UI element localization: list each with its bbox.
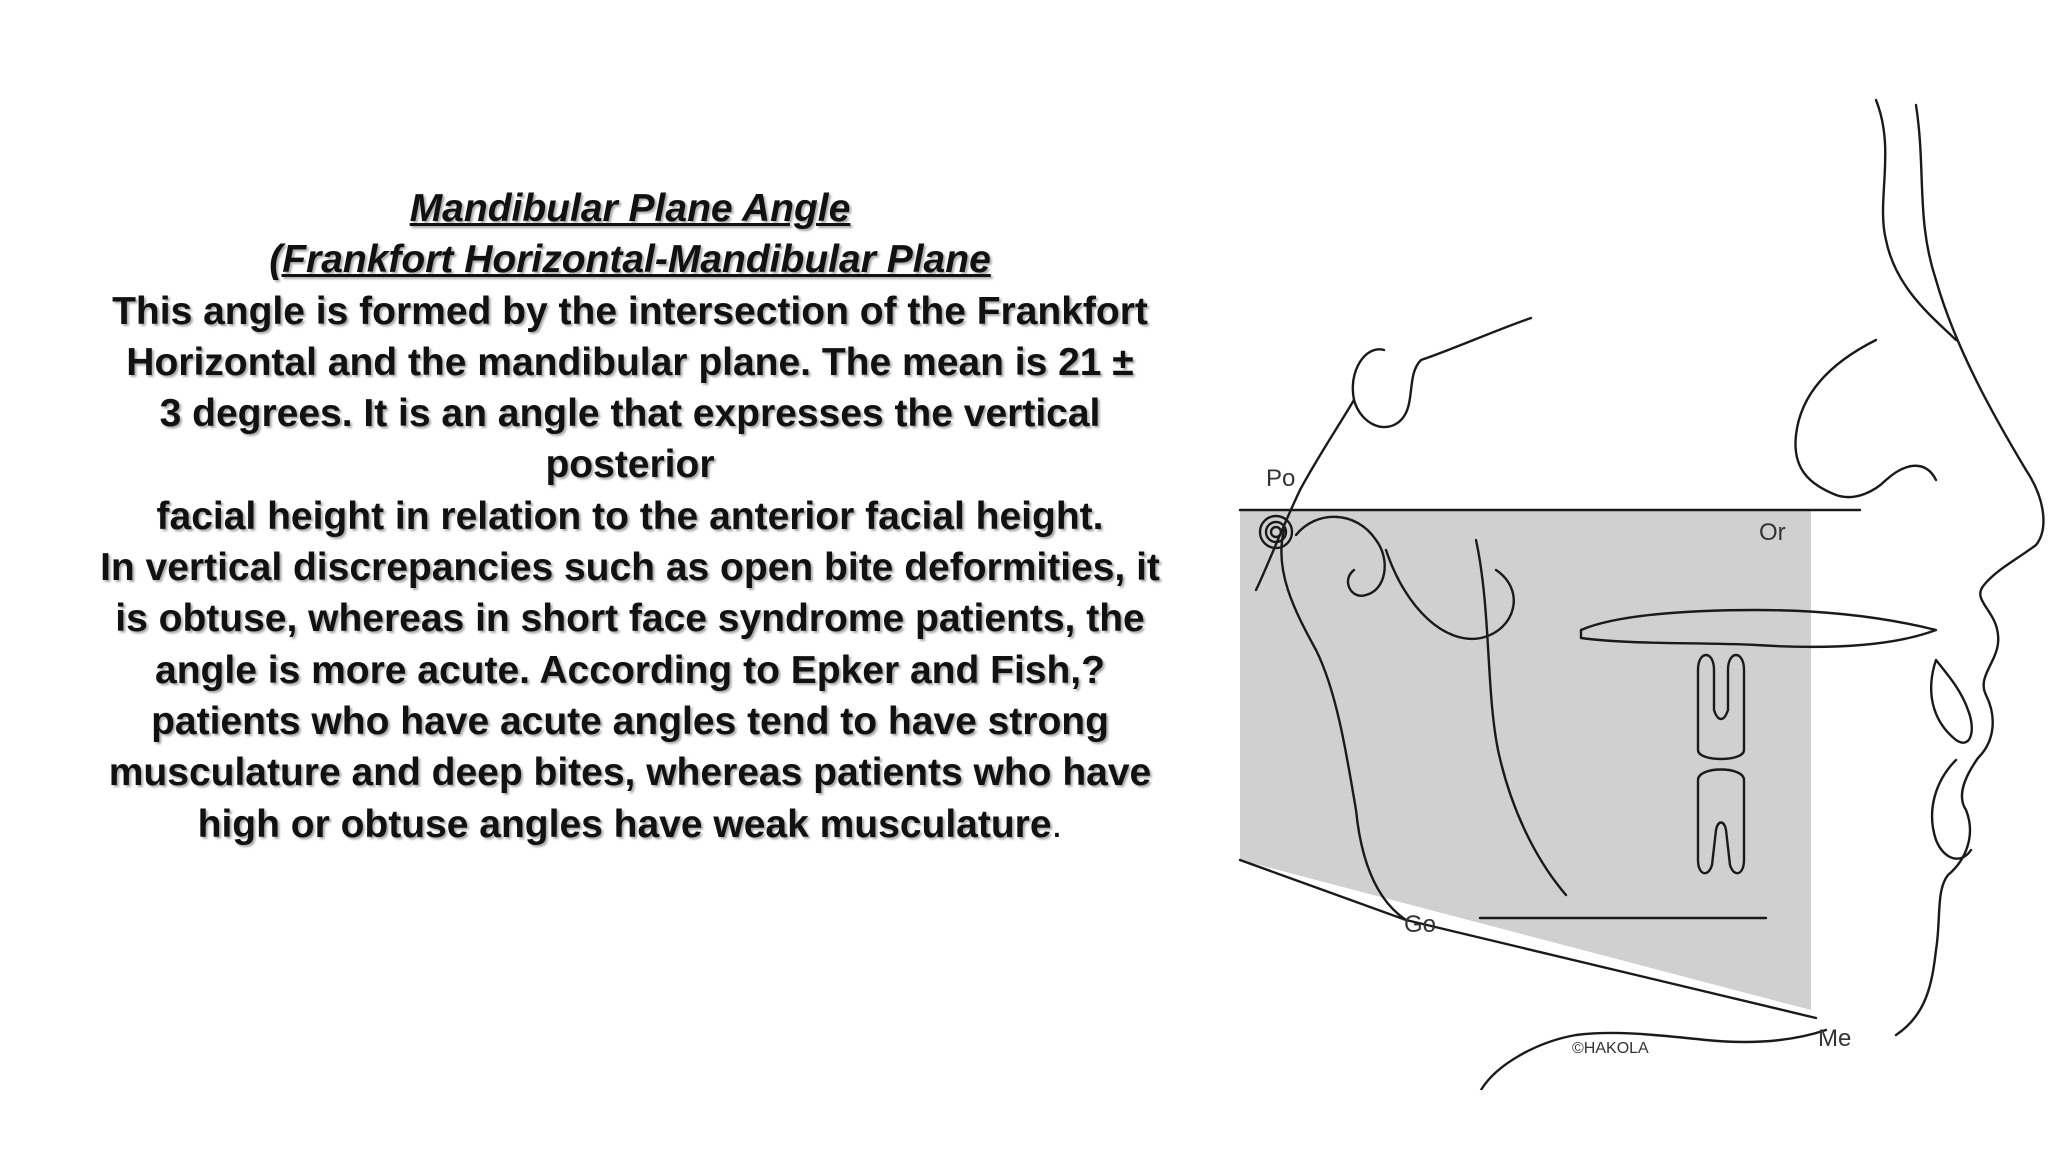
slide-subtitle: (Frankfort Horizontal-Mandibular Plane <box>269 238 991 282</box>
body-line-text: high or obtuse angles have weak musculature <box>197 802 1052 846</box>
body-line: facial height in relation to the anterior facial height. <box>156 494 1104 538</box>
body-line: Horizontal and the mandibular plane. The mean is 21 ± <box>126 340 1134 384</box>
artist-credit: ©HAKOLA <box>1572 1040 1649 1057</box>
body-line: This angle is formed by the intersection of the Frankfort <box>112 289 1148 333</box>
orbit-roof-outline <box>1353 318 1531 427</box>
cephalometric-figure <box>1236 90 2048 1090</box>
body-line: angle is more acute. According to Epker and Fish,? <box>155 648 1105 692</box>
slide-title: Mandibular Plane Angle <box>409 187 851 230</box>
body-line-last <box>40 799 1220 850</box>
body-line: 3 degrees. It is an angle that expresses the vertical <box>159 392 1101 436</box>
label-or: Or <box>1759 519 1786 546</box>
cephalometric-drawing <box>1236 90 2048 1090</box>
facial-profile-outline <box>1896 105 2043 1035</box>
label-me: Me <box>1818 1025 1852 1052</box>
label-go: Go <box>1404 911 1437 938</box>
body-line: patients who have acute angles tend to have strong <box>151 699 1109 743</box>
body-line: is obtuse, whereas in short face syndrome patients, the <box>115 597 1145 641</box>
trailing-period: . <box>1051 802 1063 846</box>
label-po: Po <box>1266 465 1296 492</box>
body-line: In vertical discrepancies such as open bite deformities, it <box>100 546 1160 590</box>
body-line: posterior <box>545 443 715 487</box>
body-line: musculature and deep bites, whereas patients who have <box>108 751 1152 795</box>
upper-lip-outline <box>1931 660 1972 743</box>
chin-outline <box>1481 1030 1826 1090</box>
text-block <box>40 183 1220 850</box>
nasal-outline <box>1795 340 1936 497</box>
